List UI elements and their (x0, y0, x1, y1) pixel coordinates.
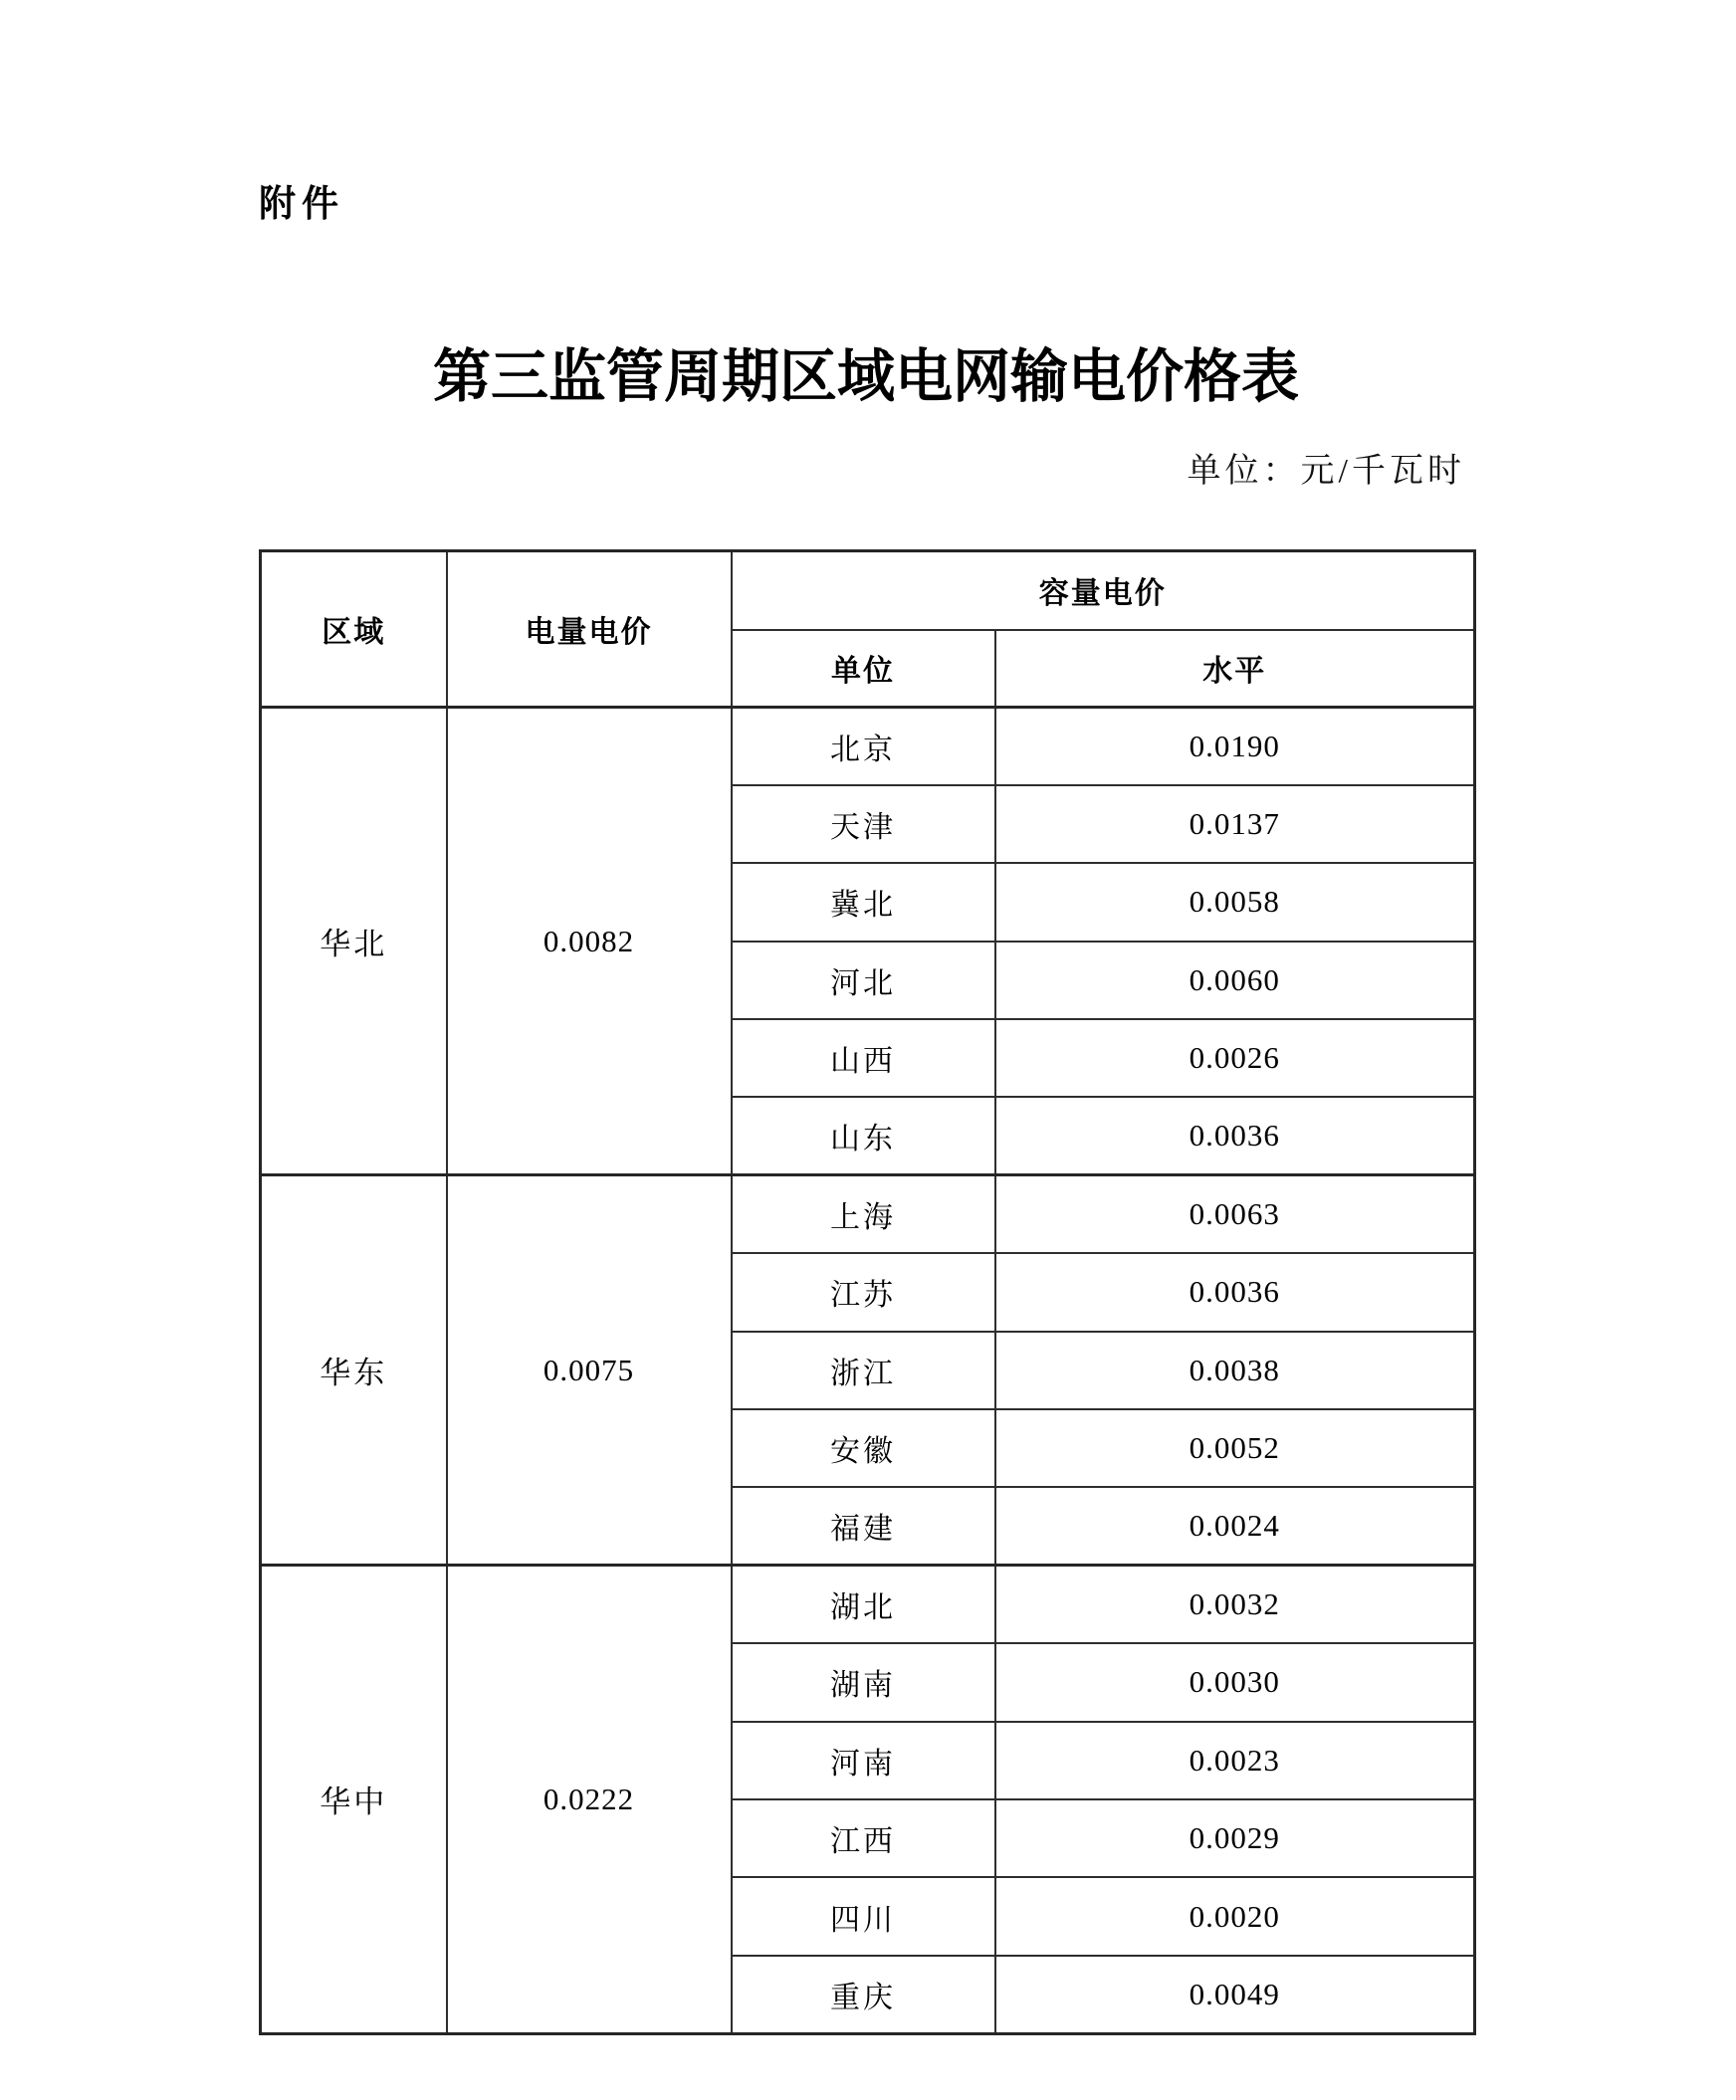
province-cell: 山西 (732, 1019, 995, 1097)
level-cell: 0.0190 (995, 708, 1475, 785)
level-cell: 0.0030 (995, 1643, 1475, 1721)
level-cell: 0.0137 (995, 785, 1475, 863)
level-cell: 0.0032 (995, 1566, 1475, 1643)
header-energy-price: 电量电价 (447, 551, 732, 708)
province-cell: 四川 (732, 1877, 995, 1955)
province-cell: 冀北 (732, 863, 995, 941)
level-cell: 0.0036 (995, 1253, 1475, 1331)
region-cell: 华中 (261, 1566, 447, 2033)
province-cell: 河南 (732, 1722, 995, 1799)
level-cell: 0.0052 (995, 1409, 1475, 1487)
province-cell: 浙江 (732, 1332, 995, 1409)
table-row (261, 708, 1475, 785)
province-cell: 湖北 (732, 1566, 995, 1643)
level-cell: 0.0024 (995, 1487, 1475, 1565)
level-cell: 0.0023 (995, 1722, 1475, 1799)
province-cell: 重庆 (732, 1956, 995, 2033)
province-cell: 福建 (732, 1487, 995, 1565)
level-cell: 0.0038 (995, 1332, 1475, 1409)
level-cell: 0.0058 (995, 863, 1475, 941)
price-table (259, 549, 1476, 2035)
table-row (261, 1175, 1475, 1253)
province-cell: 安徽 (732, 1409, 995, 1487)
header-unit: 单位 (732, 630, 995, 708)
province-cell: 湖南 (732, 1643, 995, 1721)
level-cell: 0.0063 (995, 1175, 1475, 1253)
energy-price-cell: 0.0222 (447, 1566, 732, 2033)
header-level: 水平 (995, 630, 1475, 708)
province-cell: 江苏 (732, 1253, 995, 1331)
province-cell: 北京 (732, 708, 995, 785)
unit-note: 单位：元/千瓦时 (1187, 453, 1465, 490)
attachment-label: 附件 (259, 183, 344, 224)
province-cell: 天津 (732, 785, 995, 863)
level-cell: 0.0049 (995, 1956, 1475, 2033)
energy-price-cell: 0.0082 (447, 708, 732, 1175)
header-capacity-price: 容量电价 (732, 551, 1475, 630)
header-region: 区域 (261, 551, 447, 708)
region-cell: 华东 (261, 1175, 447, 1566)
level-cell: 0.0026 (995, 1019, 1475, 1097)
page-title: 第三监管周期区域电网输电价格表 (432, 344, 1299, 409)
region-cell: 华北 (261, 708, 447, 1175)
province-cell: 上海 (732, 1175, 995, 1253)
province-cell: 河北 (732, 942, 995, 1019)
energy-price-cell: 0.0075 (447, 1175, 732, 1566)
table-row (261, 1566, 1475, 1643)
province-cell: 山东 (732, 1097, 995, 1174)
level-cell: 0.0060 (995, 942, 1475, 1019)
level-cell: 0.0029 (995, 1799, 1475, 1877)
level-cell: 0.0020 (995, 1877, 1475, 1955)
table-header-row (261, 551, 1475, 630)
province-cell: 江西 (732, 1799, 995, 1877)
level-cell: 0.0036 (995, 1097, 1475, 1174)
